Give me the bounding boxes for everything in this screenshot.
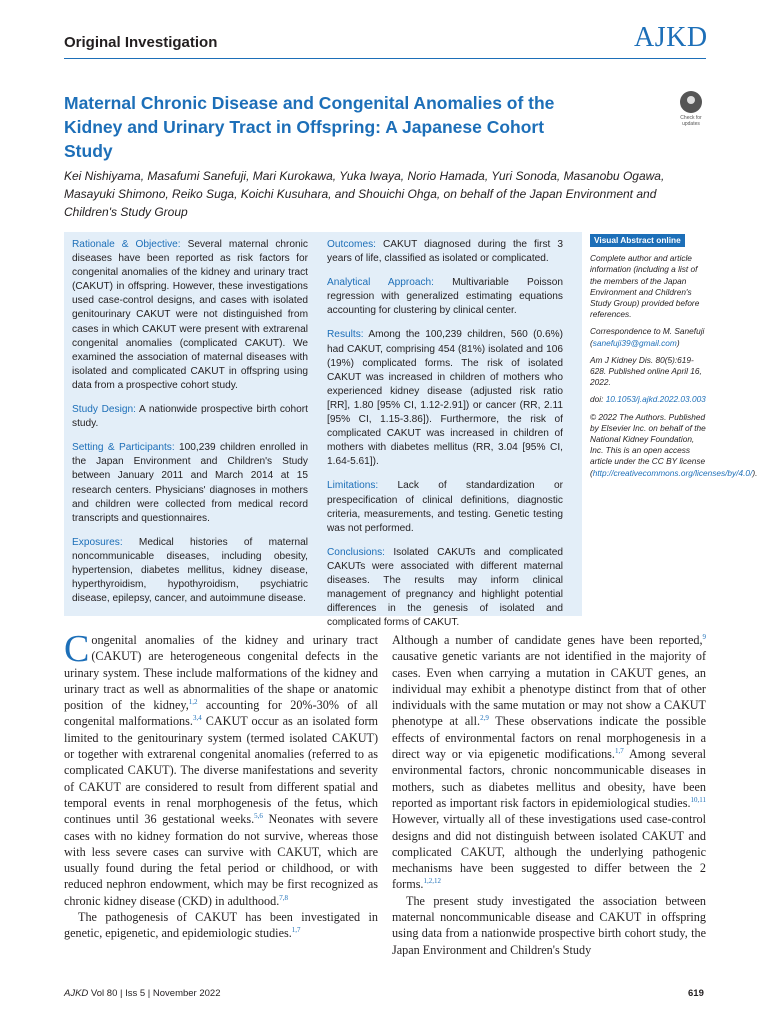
citation: Am J Kidney Dis. 80(5):619-628. Published online April 16, 2022. bbox=[590, 354, 702, 388]
body-text: Neonates with severe cases with no kidney formation do not survive, whereas those with less severe cases can survive with CAKUT, which are usually found during the fetal period or childhood, or with reduced nephron endowment, which may be first recognized as chronic kidney disease (CKD) in adulthood. bbox=[64, 812, 378, 908]
abstract-label: Analytical Approach: bbox=[327, 277, 434, 289]
body-text: Among several environmental factors, chronic noncommunicable diseases in mothers, such as diabetes mellitus and obesity, have been reported as important risk factors in epidemiological studies. bbox=[392, 747, 707, 810]
body-text: The pathogenesis of CAKUT has been investigated in genetic, epigenetic, and epidemiologic studies. bbox=[64, 910, 378, 941]
footer-journal-info bbox=[64, 988, 221, 999]
body-paragraph bbox=[64, 628, 379, 909]
abstract-design bbox=[72, 403, 308, 431]
journal-logo[interactable]: AJKD bbox=[634, 22, 708, 53]
page-number: 619 bbox=[688, 988, 704, 999]
reference-link[interactable]: 1,2,12 bbox=[423, 877, 441, 886]
abstract-label: Study Design: bbox=[72, 404, 136, 416]
correspondence-prefix: Correspondence to M. Sanefuji ( bbox=[590, 326, 705, 348]
abstract-text: Medical histories of maternal noncommunicable diseases, including obesity, hypertension, diabetes mellitus, kidney disease, hyperthyroidism, hypothyroidism, psychiatric disease, epilepsy, cancer, and autoimmune disease. bbox=[72, 536, 308, 605]
body-paragraph: The present study investigated the association between maternal noncommunicable disease and CAKUT in offspring using data from a nationwide prospective birth cohort study, the Japan Environment and Children's Study bbox=[392, 893, 706, 957]
header-rule bbox=[64, 58, 706, 59]
reference-link[interactable]: 5,6 bbox=[254, 812, 263, 821]
reference-link[interactable]: 2,9 bbox=[480, 714, 489, 723]
article-sidebar bbox=[590, 234, 758, 485]
body-paragraph bbox=[64, 909, 378, 942]
body-text: CAKUT occur as an isolated form limited to the genitourinary system (termed isolated CAKUT) or together with extrarenal congenital anomalies (referred to as complicated CAKUT). The diverse manifestations and severity of CAKUT are considered to result from different spatial and temporal events in renal morphogenesis of the fetus, which continues until 36 gestational weeks. bbox=[64, 714, 379, 827]
reference-link[interactable]: 1,7 bbox=[291, 926, 301, 935]
body-text: ongenital anomalies of the kidney and urinary tract (CAKUT) are heterogeneous congenital defects in the urinary system. These include malformations of the kidney and urinary tract as well as abnormalities of the shape or anatomic position of the kidney, bbox=[64, 633, 378, 713]
doi bbox=[590, 394, 708, 405]
article-title: Maternal Chronic Disease and Congenital Anomalies of the Kidney and Urinary Tract in Offspring: A Japanese Cohort Study bbox=[64, 93, 555, 161]
abstract-label: Conclusions: bbox=[327, 546, 385, 558]
abstract-text: Multivariable Poisson regression with generalized estimating equations accounting for clustering by clinical center. bbox=[327, 277, 563, 317]
reference-link[interactable]: 7,8 bbox=[279, 893, 289, 902]
author-info-note: Complete author and article information (including a list of the members of the Japan Environment and Children's Study Group) provided before references. bbox=[590, 253, 700, 320]
abstract-label: Results: bbox=[327, 329, 364, 341]
abstract-label: Exposures: bbox=[72, 536, 123, 548]
correspondence-email-link[interactable]: sanefuji39@gmail.com bbox=[592, 337, 677, 348]
abstract-label: Outcomes: bbox=[327, 239, 376, 250]
section-label: Original Investigation bbox=[64, 34, 218, 51]
abstract-label: Setting & Participants: bbox=[72, 442, 175, 454]
body-text: causative genetic variants are not identified in the majority of cases. Even when carrying a mutation in CAKUT genes, an individual may exhibit a phenotype distinct from that of other individuals with the same mutation or may not show a CAKUT phenotype at all. bbox=[392, 649, 706, 729]
copyright-text: © 2022 The Authors. Published by Elsevier Inc. on behalf of the National Kidney Foundation, Inc. This is an open access article under the CC BY license ( bbox=[590, 411, 706, 478]
correspondence bbox=[590, 326, 708, 348]
abstract-text: Several maternal chronic diseases have been reported as risk factors for congenital anomalies of the kidney and urinary tract (CAKUT) in offspring. However, these investigations used case-control designs, and cases with isolated genitourinary CAKUT were not distinguished from cases in which CAKUT were present with extrarenal congenital anomalies (complicated CAKUT). We examined the association of maternal diseases with isolated and complicated CAKUT in offspring using data from a prospective cohort study. bbox=[72, 239, 308, 391]
abstract-left-column bbox=[72, 238, 308, 616]
abstract-outcomes bbox=[327, 238, 563, 266]
body-text: These observations indicate the possible effects of environmental factors on renal morphogenesis in a direct way or via epigenetic modifications. bbox=[392, 714, 706, 762]
reference-link[interactable]: 9 bbox=[702, 633, 706, 641]
drop-cap: C bbox=[64, 628, 90, 670]
copyright-end: ). bbox=[752, 467, 758, 478]
abstract-rationale bbox=[72, 238, 308, 393]
abstract-right-column bbox=[327, 238, 563, 640]
footer-issue: Vol 80 | Iss 5 | November 2022 bbox=[88, 988, 221, 999]
footer-journal: AJKD bbox=[64, 988, 89, 999]
abstract-text: A nationwide prospective birth cohort study. bbox=[72, 404, 308, 430]
check-updates-icon bbox=[680, 91, 702, 113]
abstract-setting bbox=[72, 441, 308, 526]
check-updates-label: Check for updates bbox=[680, 115, 702, 127]
reference-link[interactable]: 10,11 bbox=[690, 795, 706, 804]
reference-link[interactable]: 3,4 bbox=[192, 714, 202, 723]
body-left-column bbox=[64, 628, 379, 942]
author-list: Kei Nishiyama, Masafumi Sanefuji, Mari Kurokawa, Yuka Iwaya, Norio Hamada, Yuri Sonoda, Masanobu Ogawa, Masayuki Shimono, Reiko Suga, Koichi Kusuhara, and Shouichi Ohga, on behalf of the Japan Environment and Children's Study Group bbox=[64, 169, 665, 219]
abstract-text: CAKUT diagnosed during the first 3 years of life, classified as isolated or complicated. bbox=[327, 239, 563, 265]
body-text: accounting for 20%-30% of all congenital malformations. bbox=[64, 698, 378, 729]
correspondence-suffix: ) bbox=[676, 337, 680, 348]
body-paragraph bbox=[392, 632, 706, 893]
abstract-label: Rationale & Objective: bbox=[72, 239, 181, 250]
body-text: However, virtually all of these investigations used case-control designs and did not distinguish between isolated CAKUT and complicated CAKUT, although the underlying pathogenic mechanisms have been suggested to differ between the 2 forms. bbox=[392, 812, 706, 892]
abstract-text: Lack of standardization or prespecification of clinical definitions, diagnostic criteria, measurements, and testing. Genetic testing was not performed. bbox=[327, 480, 563, 534]
visual-abstract-button[interactable]: Visual Abstract online bbox=[590, 234, 685, 247]
abstract-results bbox=[327, 328, 563, 469]
check-for-updates-button[interactable] bbox=[676, 91, 706, 127]
doi-link[interactable]: 10.1053/j.ajkd.2022.03.003 bbox=[605, 394, 706, 405]
copyright bbox=[590, 411, 758, 479]
abstract-text: Isolated CAKUTs and complicated CAKUTs were associated with different maternal diseases. The results may inform clinical management of pregnancy and highlight potential differences in the genesis of isolated and complicated forms of CAKUT. bbox=[327, 546, 563, 629]
abstract-exposures bbox=[72, 536, 308, 606]
abstract-limitations bbox=[327, 479, 563, 535]
body-text: Although a number of candidate genes have been reported, bbox=[392, 633, 703, 647]
reference-link[interactable]: 1,2 bbox=[188, 698, 198, 707]
body-right-column bbox=[392, 632, 706, 958]
abstract-label: Limitations: bbox=[327, 480, 379, 492]
abstract-analytical bbox=[327, 276, 563, 318]
doi-prefix: doi: bbox=[590, 394, 606, 405]
abstract-text: 100,239 children enrolled in the Japan Environment and Children's Study between January 2011 and March 2014 at 15 research centers. Physicians' diagnoses in mothers and children were collected from medical record transcripts and questionnaires. bbox=[72, 442, 308, 524]
license-link[interactable]: http://creativecommons.org/licenses/by/4.0/ bbox=[592, 467, 753, 478]
reference-link[interactable]: 1,7 bbox=[614, 747, 624, 756]
abstract-text: Among the 100,239 children, 560 (0.6%) had CAKUT, comprising 454 (81%) isolated and 106 (19%) complicated forms. The risk of isolated CAKUT was increased in children of mothers who experienced kidney disease (adjusted risk ratio [RR], 1.80 [95% CI, 1.12-2.91]) or cancer (RR, 2.11 [95% CI, 1.15-3.86]). Furthermore, the risk of complicated CAKUT was increased in children of mothers with diabetes mellitus (RR, 3.04 [95% CI, 1.64-5.61]). bbox=[327, 329, 563, 468]
abstract-conclusions bbox=[327, 546, 563, 631]
